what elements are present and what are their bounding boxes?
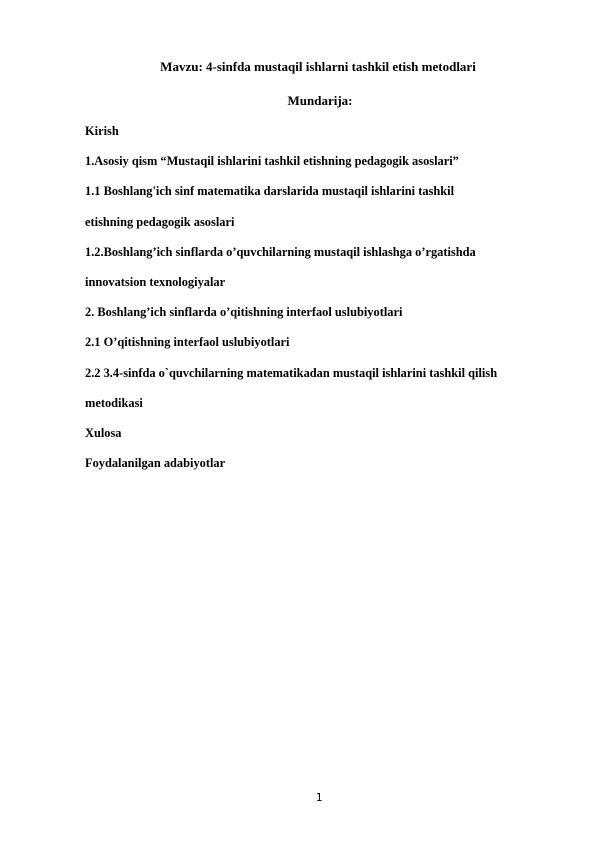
document-title: Mavzu: 4-sinfda mustaqil ishlarni tashkil etish metodlari [160, 59, 476, 74]
toc-line: 1.2.Boshlang’ich sinflarda o’quvchilarning mustaqil ishlashga o’rgatishda [85, 244, 476, 259]
toc-line: 1.Asosiy qism “Mustaqil ishlarini tashkil etishning pedagogik asoslari” [85, 154, 459, 169]
contents-heading: Mundarija: [287, 93, 353, 108]
toc-line: 2. Boshlang’ich sinflarda o’qitishning interfaol uslubiyotlari [85, 305, 403, 320]
toc-line: 1.1 Boshlang'ich sinf matematika darslarida mustaqil ishlarini tashkil [85, 184, 455, 199]
toc-line: innovatsion texnologiyalar [85, 274, 226, 289]
toc-line: 2.2 3.4-sinfda o`quvchilarning matematikadan mustaqil ishlarini tashkil qilish [85, 365, 498, 380]
toc-line: etishning pedagogik asoslari [85, 214, 235, 229]
page-number: 1 [315, 791, 323, 804]
toc-line: Kirish [85, 124, 119, 138]
toc-line: metodikasi [85, 395, 143, 410]
toc-line: Foydalanilgan adabiyotlar [85, 456, 226, 471]
table-of-contents [85, 123, 555, 485]
toc-line: Xulosa [85, 425, 122, 440]
toc-line: 2.1 O’qitishning interfaol uslubiyotlari [85, 335, 290, 350]
